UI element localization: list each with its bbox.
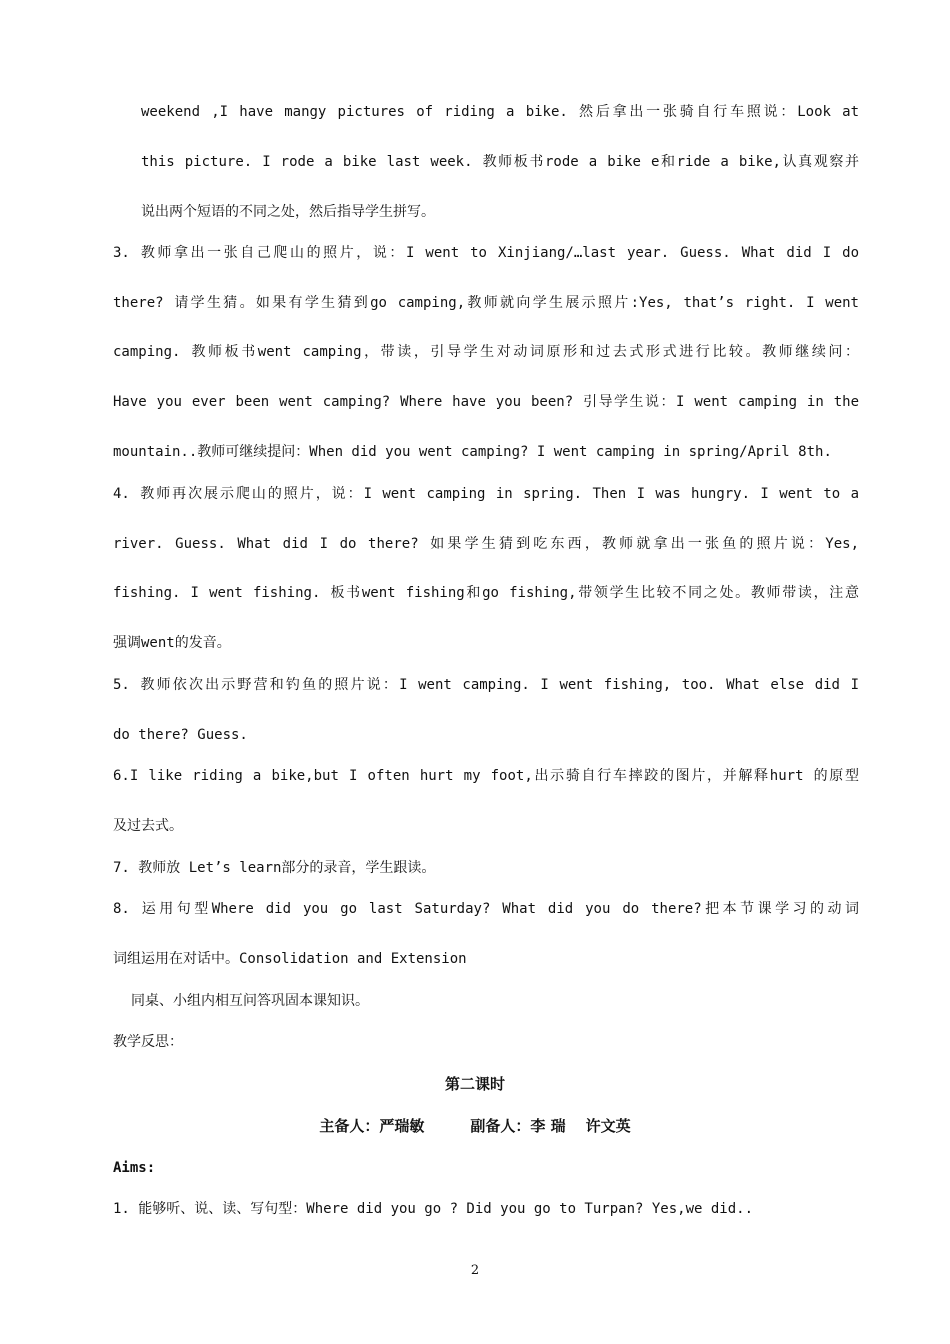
deputy-preparer: 副备人：李 瑞 (470, 1117, 566, 1135)
text-line-19: 词组运用在对话中。Consolidation and Extension (113, 951, 467, 967)
text-line-18: 8. 运用句型Where did you go last Saturday? What did you do there?把本节课学习的动词 (113, 901, 859, 917)
aim-item-1: 1. 能够听、说、读、写句型：Where did you go ? Did you go to Turpan? Yes,we did.. (113, 1201, 754, 1217)
text-line-20: 同桌、小组内相互问答巩固本课知识。 (131, 993, 369, 1009)
preparers-line (0, 1116, 950, 1136)
text-line-10: river. Guess. What did I do there? 如果学生猜到吃东西，教师就拿出一张鱼的照片说：Yes, (113, 536, 859, 552)
text-line-14: do there? Guess. (113, 727, 248, 743)
text-line-3: 说出两个短语的不同之处，然后指导学生拼写。 (141, 204, 435, 220)
text-line-8: mountain..教师可继续提问：When did you went camping? I went camping in spring/April 8th. (113, 444, 832, 460)
text-line-11: fishing. I went fishing. 板书went fishing和go fishing,带领学生比较不同之处。教师带读，注意 (113, 585, 859, 601)
text-line-7: Have you ever been went camping? Where have you been? 引导学生说：I went camping in the (113, 394, 859, 410)
text-line-5: there? 请学生猜。如果有学生猜到go camping,教师就向学生展示照片:Yes, that’s right. I went (113, 295, 859, 311)
text-line-13: 5. 教师依次出示野营和钓鱼的照片说：I went camping. I went fishing, too. What else did I (113, 677, 859, 693)
text-line-21: 教学反思： (113, 1034, 183, 1050)
section-title: 第二课时 (444, 1075, 505, 1093)
text-line-16: 及过去式。 (113, 818, 183, 834)
other-preparer: 许文英 (585, 1117, 631, 1135)
text-line-6: camping. 教师板书went camping，带读，引导学生对动词原形和过去式形式进行比较。教师继续问： (113, 344, 859, 360)
text-line-1: weekend ,I have mangy pictures of riding a bike. 然后拿出一张骑自行车照说：Look at (141, 104, 859, 120)
text-line-4: 3. 教师拿出一张自己爬山的照片，说：I went to Xinjiang/…last year. Guess. What did I do (113, 245, 859, 261)
text-line-9: 4. 教师再次展示爬山的照片，说：I went camping in spring. Then I was hungry. I went to a (113, 486, 859, 502)
text-line-2: this picture. I rode a bike last week. 教师板书rode a bike e和ride a bike,认真观察并 (141, 154, 859, 170)
text-line-15: 6.I like riding a bike,but I often hurt my foot,出示骑自行车摔跤的图片，并解释hurt 的原型 (113, 768, 859, 784)
text-line-17: 7. 教师放 Let’s learn部分的录音，学生跟读。 (113, 860, 436, 876)
text-line-12: 强调went的发音。 (113, 635, 231, 651)
aims-heading: Aims: (113, 1160, 156, 1176)
page-number: 2 (470, 1263, 480, 1278)
main-preparer: 主备人：严瑞敏 (319, 1117, 425, 1135)
